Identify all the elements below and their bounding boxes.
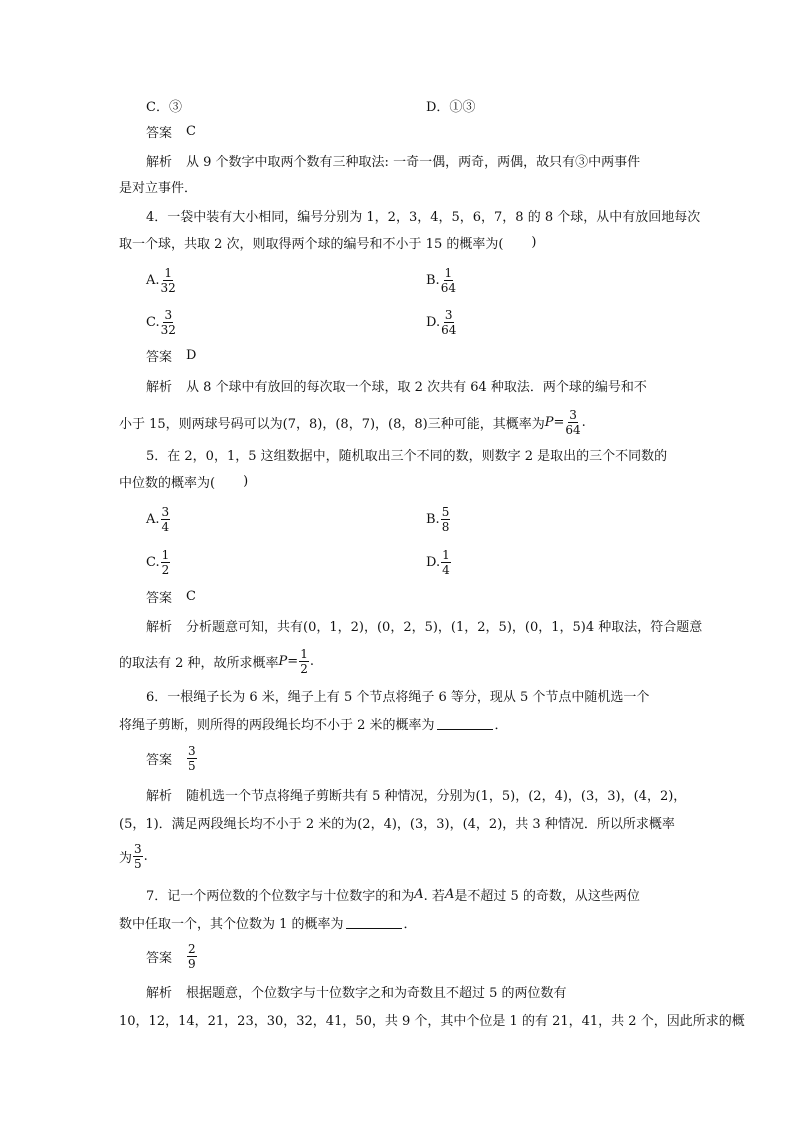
q5-answer (146, 584, 196, 608)
fraction: $\frac{1}{4}$ (442, 547, 450, 577)
answer-blank (437, 717, 493, 730)
fraction: $\frac{3}{32}$ (160, 307, 176, 337)
fraction: $\frac{3}{5}$ (188, 743, 196, 773)
q6-analysis-line3: 为 $\frac{3}{5}$ . (119, 841, 148, 871)
q4-stem-line1: 4．一袋中装有大小相同，编号分别为 1，2，3，4，5，6，7，8 的 8 个球，从中有放回地每次 (146, 209, 701, 225)
q5-analysis-line2: 的取法有 2 种，故所求概率 P = $\frac{1}{2}$ . (119, 646, 314, 676)
q4-analysis-line1: 解析 从 8 个球中有放回的每次取一个球，取 2 次共有 64 种取法．两个球的编号和不 (146, 373, 647, 397)
analysis-label: 解析 (146, 985, 173, 1001)
q5-option-c: C. $\frac{1}{2}$ (146, 547, 170, 577)
answer-value: C (186, 123, 196, 139)
q3-analysis-line2: 是对立事件． (119, 180, 198, 196)
q4-option-a: A. $\frac{1}{32}$ (146, 265, 176, 295)
q3-analysis-line1: 解析 从 9 个数字中取两个数有三种取法: 一奇一偶，两奇，两偶，故只有③中两事件 (146, 148, 640, 172)
fraction: $\frac{1}{2}$ (161, 547, 170, 577)
q7-stem-line2: 数中任取一个，其个位数为 1 的概率为 ． (119, 916, 417, 932)
q4-option-c: C. $\frac{3}{32}$ (146, 307, 176, 337)
q7-analysis-line2: 10，12，14，21，23，30，32，41，50，共 9 个，其中个位是 1 的有 21，41，共 2 个，因此所求的概 (119, 1013, 745, 1029)
q5-stem-line1: 5．在 2，0，1，5 这组数据中，随机取出三个不同的数，则数字 2 是取出的三个不同数的 (146, 448, 668, 464)
fraction: $\frac{3}{64}$ (565, 407, 581, 437)
q6-stem-line2: 将绳子剪断，则所得的两段绳长均不小于 2 米的概率为 ． (119, 717, 508, 733)
answer-value: C (186, 588, 196, 604)
q4-option-d: D. $\frac{3}{64}$ (426, 307, 457, 337)
q4-option-b: B. $\frac{1}{64}$ (426, 265, 456, 295)
fraction: $\frac{5}{8}$ (441, 504, 450, 534)
q5-option-d: D. $\frac{1}{4}$ (426, 547, 450, 577)
fraction: $\frac{2}{9}$ (188, 941, 196, 971)
analysis-label: 解析 (146, 619, 173, 635)
q6-stem-line1: 6．一根绳子长为 6 米，绳子上有 5 个节点将绳子 6 等分，现从 5 个节点中随机选一个 (146, 689, 650, 705)
analysis-label: 解析 (146, 379, 173, 395)
fraction: $\frac{1}{64}$ (440, 265, 456, 295)
fraction: $\frac{1}{32}$ (160, 265, 176, 295)
fraction: $\frac{1}{2}$ (300, 646, 308, 676)
answer-value: D (186, 347, 197, 363)
q4-analysis-line2: 小于 15，则两球号码可以为(7，8)，(8，7)，(8，8)三种可能，其概率为 P = $\frac{3}{64}$ . (119, 407, 586, 437)
q4-stem-line2: 取一个球，共取 2 次，则取得两个球的编号和不小于 15 的概率为( ) (119, 234, 537, 252)
q6-answer (146, 740, 198, 776)
answer-label: 答案 (146, 125, 173, 141)
answer-blank (346, 916, 402, 929)
answer-label: 答案 (146, 590, 173, 606)
q3-option-d: D．①③ (426, 99, 476, 115)
q3-option-c: C．③ (146, 99, 182, 115)
q3-answer (146, 119, 196, 143)
q5-stem-line2: 中位数的概率为( ) (119, 473, 249, 491)
q5-option-b: B. $\frac{5}{8}$ (426, 504, 450, 534)
fraction: $\frac{3}{4}$ (161, 504, 170, 534)
analysis-label: 解析 (146, 788, 173, 804)
analysis-label: 解析 (146, 154, 173, 170)
q5-option-a: A. $\frac{3}{4}$ (146, 504, 170, 534)
fraction: $\frac{3}{64}$ (441, 307, 457, 337)
q6-analysis-line1: 解析 随机选一个节点将绳子剪断共有 5 种情况，分别为(1，5)，(2，4)，(3，3)，(4，2)， (146, 782, 686, 806)
q7-answer (146, 938, 198, 974)
q5-analysis-line1: 解析 分析题意可知，共有(0，1，2)，(0，2，5)，(1，2，5)，(0，1，5)4 种取法，符合题意 (146, 613, 702, 637)
q7-analysis-line1: 解析 根据题意，个位数字与十位数字之和为奇数且不超过 5 的两位数有 (146, 979, 567, 1003)
q4-answer (146, 343, 196, 367)
answer-label: 答案 (146, 349, 173, 365)
answer-label: 答案 (146, 752, 173, 768)
answer-label: 答案 (146, 950, 173, 966)
q6-analysis-line2: (5，1)．满足两段绳长均不小于 2 米的为(2，4)，(3，3)，(4，2)，共 3 种情况．所以所求概率 (119, 816, 675, 832)
fraction: $\frac{3}{5}$ (134, 841, 142, 871)
q7-stem-line1: 7．记一个两位数的个位数字与十位数字的和为 A . 若 A 是不超过 5 的奇数，从这些两位 (146, 886, 640, 904)
